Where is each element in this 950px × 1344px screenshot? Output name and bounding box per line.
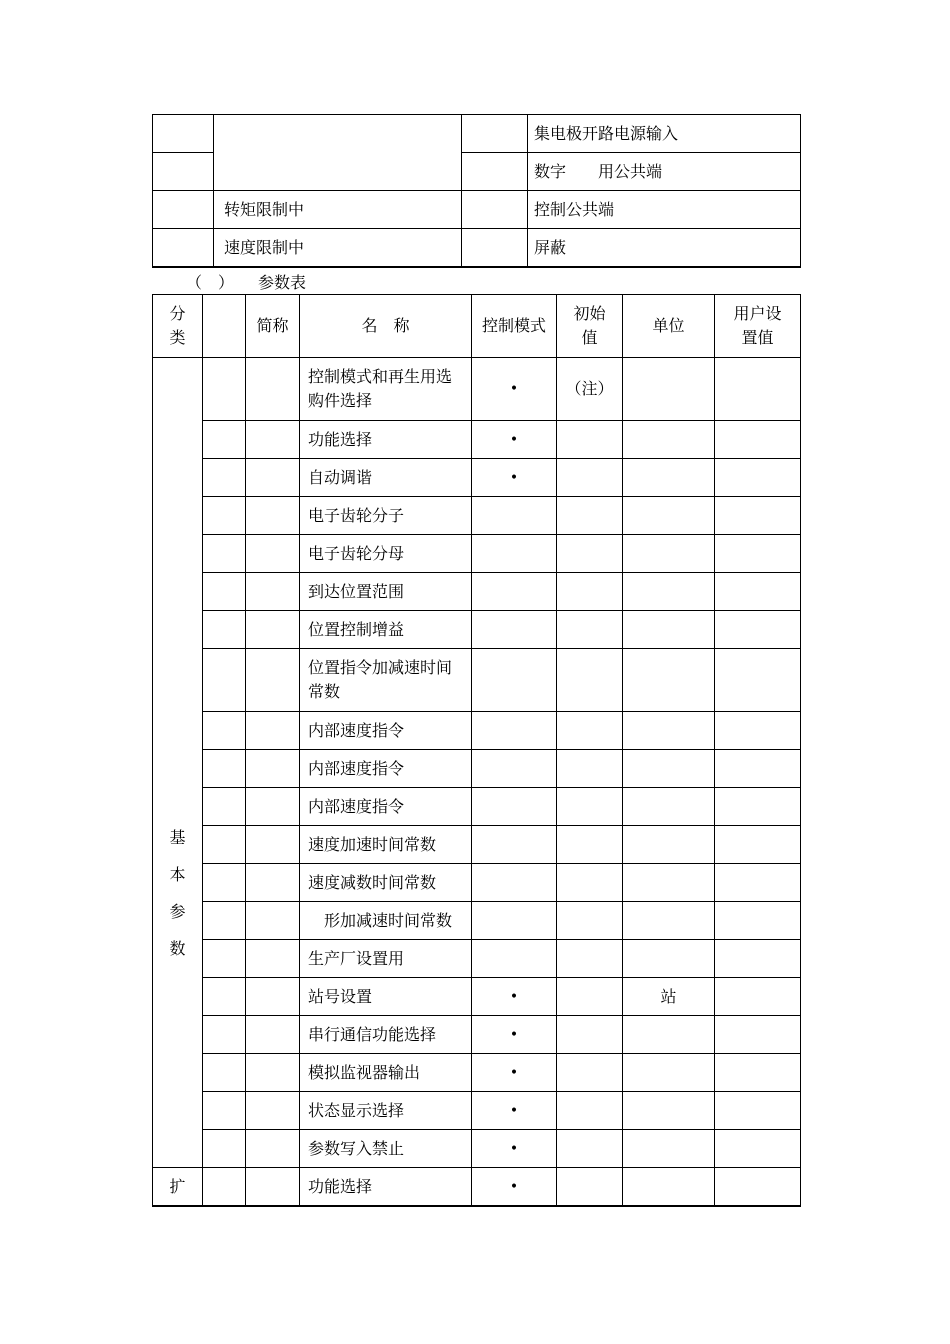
param-unit-cell xyxy=(623,712,715,750)
category-char: 本 xyxy=(169,864,186,884)
param-abbr-cell xyxy=(246,611,300,649)
param-unit-cell xyxy=(623,358,715,421)
param-unit-cell xyxy=(623,1130,715,1168)
table-row xyxy=(153,611,801,649)
param-mode-cell: • xyxy=(472,421,557,459)
param-name-cell: 状态显示选择 xyxy=(300,1092,472,1130)
param-user-cell xyxy=(715,940,801,978)
table-row xyxy=(153,229,801,268)
param-name-cell: 内部速度指令 xyxy=(300,712,472,750)
param-initial-cell xyxy=(557,826,623,864)
parameter-table xyxy=(152,294,801,1207)
header-user-setting: 用户设 置值 xyxy=(715,295,801,358)
param-no-cell xyxy=(203,902,246,940)
param-initial-cell xyxy=(557,750,623,788)
table-row xyxy=(153,573,801,611)
table-row xyxy=(153,191,801,229)
param-no-cell xyxy=(203,459,246,497)
param-abbr-cell xyxy=(246,1054,300,1092)
param-no-cell xyxy=(203,750,246,788)
param-name-cell: 电子齿轮分母 xyxy=(300,535,472,573)
param-user-cell xyxy=(715,535,801,573)
param-abbr-cell xyxy=(246,750,300,788)
table-row xyxy=(153,864,801,902)
table-row xyxy=(153,115,801,153)
param-abbr-cell xyxy=(246,1168,300,1207)
param-no-cell xyxy=(203,940,246,978)
category-basic-params xyxy=(153,358,203,1168)
category-char: 基 xyxy=(169,827,186,847)
param-unit-cell xyxy=(623,902,715,940)
param-user-cell xyxy=(715,497,801,535)
param-abbr-cell xyxy=(246,712,300,750)
param-unit-cell xyxy=(623,750,715,788)
param-unit-cell: 站 xyxy=(623,978,715,1016)
param-initial-cell xyxy=(557,978,623,1016)
param-initial-cell xyxy=(557,864,623,902)
param-no-cell xyxy=(203,535,246,573)
param-unit-cell xyxy=(623,535,715,573)
param-name-cell: 内部速度指令 xyxy=(300,788,472,826)
param-unit-cell xyxy=(623,1054,715,1092)
param-name-cell: 自动调谐 xyxy=(300,459,472,497)
param-mode-cell xyxy=(472,649,557,712)
param-mode-cell xyxy=(472,611,557,649)
param-mode-cell: • xyxy=(472,1130,557,1168)
param-unit-cell xyxy=(623,1092,715,1130)
table-cell xyxy=(153,115,214,153)
param-abbr-cell xyxy=(246,459,300,497)
param-abbr-cell xyxy=(246,1092,300,1130)
param-no-cell xyxy=(203,1016,246,1054)
param-user-cell xyxy=(715,649,801,712)
param-unit-cell xyxy=(623,788,715,826)
param-mode-cell: • xyxy=(472,1054,557,1092)
param-mode-cell: • xyxy=(472,978,557,1016)
table-cell: 速度限制中 xyxy=(214,229,462,268)
param-user-cell xyxy=(715,1130,801,1168)
param-unit-cell xyxy=(623,573,715,611)
table-row xyxy=(153,826,801,864)
param-name-cell: 参数写入禁止 xyxy=(300,1130,472,1168)
param-unit-cell xyxy=(623,497,715,535)
param-abbr-cell xyxy=(246,864,300,902)
param-mode-cell xyxy=(472,864,557,902)
header-initial-value: 初始 值 xyxy=(557,295,623,358)
param-abbr-cell xyxy=(246,497,300,535)
param-name-cell: 位置指令加减速时间常数 xyxy=(300,649,472,712)
param-user-cell xyxy=(715,459,801,497)
table-body xyxy=(153,358,801,1207)
param-name-cell: 功能选择 xyxy=(300,1168,472,1207)
param-abbr-cell xyxy=(246,535,300,573)
param-user-cell xyxy=(715,750,801,788)
param-no-cell xyxy=(203,611,246,649)
param-user-cell xyxy=(715,611,801,649)
param-abbr-cell xyxy=(246,421,300,459)
param-mode-cell xyxy=(472,497,557,535)
param-name-cell: 内部速度指令 xyxy=(300,750,472,788)
table-row xyxy=(153,788,801,826)
header-category: 分 类 xyxy=(153,295,203,358)
param-no-cell xyxy=(203,421,246,459)
param-name-cell: 电子齿轮分子 xyxy=(300,497,472,535)
param-user-cell xyxy=(715,421,801,459)
param-user-cell xyxy=(715,978,801,1016)
table-cell xyxy=(153,229,214,268)
param-abbr-cell xyxy=(246,978,300,1016)
table-row xyxy=(153,649,801,712)
param-name-cell: 生产厂设置用 xyxy=(300,940,472,978)
table-cell xyxy=(462,191,528,229)
param-initial-cell xyxy=(557,573,623,611)
param-initial-cell xyxy=(557,1130,623,1168)
table-row xyxy=(153,1016,801,1054)
param-user-cell xyxy=(715,902,801,940)
category-char: 参 xyxy=(169,901,186,921)
param-name-cell: 位置控制增益 xyxy=(300,611,472,649)
table-row xyxy=(153,902,801,940)
param-name-cell: 到达位置范围 xyxy=(300,573,472,611)
param-mode-cell xyxy=(472,788,557,826)
table-header-row xyxy=(153,295,801,358)
table-row xyxy=(153,750,801,788)
table-row xyxy=(153,712,801,750)
param-user-cell xyxy=(715,573,801,611)
param-name-cell: 串行通信功能选择 xyxy=(300,1016,472,1054)
param-no-cell xyxy=(203,864,246,902)
table-cell xyxy=(153,191,214,229)
table-caption: （ ） 参数表 xyxy=(186,273,307,292)
param-abbr-cell xyxy=(246,358,300,421)
param-mode-cell: • xyxy=(472,1092,557,1130)
param-mode-cell xyxy=(472,712,557,750)
param-abbr-cell xyxy=(246,649,300,712)
param-unit-cell xyxy=(623,649,715,712)
param-abbr-cell xyxy=(246,940,300,978)
param-initial-cell xyxy=(557,649,623,712)
table-row xyxy=(153,1054,801,1092)
param-mode-cell xyxy=(472,535,557,573)
param-unit-cell xyxy=(623,826,715,864)
table-cell: 屏蔽 xyxy=(528,229,801,268)
param-mode-cell xyxy=(472,902,557,940)
header-control-mode: 控制模式 xyxy=(472,295,557,358)
table-cell: 数字 用公共端 xyxy=(528,153,801,191)
table-row xyxy=(153,1168,801,1207)
param-name-cell: 形加减速时间常数 xyxy=(300,902,472,940)
param-abbr-cell xyxy=(246,902,300,940)
param-unit-cell xyxy=(623,1168,715,1207)
param-mode-cell xyxy=(472,750,557,788)
param-name-cell: 模拟监视器输出 xyxy=(300,1054,472,1092)
param-unit-cell xyxy=(623,940,715,978)
param-no-cell xyxy=(203,1168,246,1207)
param-initial-cell xyxy=(557,421,623,459)
param-initial-cell xyxy=(557,1092,623,1130)
param-no-cell xyxy=(203,573,246,611)
header-abbr: 简称 xyxy=(246,295,300,358)
header-no xyxy=(203,295,246,358)
param-name-cell: 站号设置 xyxy=(300,978,472,1016)
table-cell xyxy=(153,153,214,191)
param-mode-cell: • xyxy=(472,358,557,421)
table-row xyxy=(153,535,801,573)
param-user-cell xyxy=(715,712,801,750)
param-initial-cell xyxy=(557,940,623,978)
param-no-cell xyxy=(203,1130,246,1168)
param-no-cell xyxy=(203,1054,246,1092)
param-initial-cell xyxy=(557,1016,623,1054)
param-initial-cell xyxy=(557,712,623,750)
table-cell xyxy=(214,115,462,191)
param-user-cell xyxy=(715,1016,801,1054)
table-row xyxy=(153,1092,801,1130)
param-initial-cell xyxy=(557,611,623,649)
category-extended-params: 扩 xyxy=(153,1168,203,1207)
param-unit-cell xyxy=(623,1016,715,1054)
param-mode-cell xyxy=(472,573,557,611)
header-name: 名 称 xyxy=(300,295,472,358)
param-unit-cell xyxy=(623,459,715,497)
table-row xyxy=(153,358,801,421)
table-cell: 转矩限制中 xyxy=(214,191,462,229)
table-row xyxy=(153,1130,801,1168)
param-no-cell xyxy=(203,1092,246,1130)
param-user-cell xyxy=(715,864,801,902)
category-char: 数 xyxy=(169,938,186,958)
param-name-cell: 速度减数时间常数 xyxy=(300,864,472,902)
param-user-cell xyxy=(715,826,801,864)
param-abbr-cell xyxy=(246,826,300,864)
param-initial-cell xyxy=(557,535,623,573)
table-cell: 控制公共端 xyxy=(528,191,801,229)
header-unit: 单位 xyxy=(623,295,715,358)
param-initial-cell xyxy=(557,902,623,940)
param-initial-cell: （注） xyxy=(557,358,623,421)
param-no-cell xyxy=(203,978,246,1016)
table-row xyxy=(153,940,801,978)
param-user-cell xyxy=(715,1092,801,1130)
param-initial-cell xyxy=(557,497,623,535)
param-abbr-cell xyxy=(246,1016,300,1054)
param-mode-cell: • xyxy=(472,1168,557,1207)
table-row xyxy=(153,978,801,1016)
param-no-cell xyxy=(203,358,246,421)
param-initial-cell xyxy=(557,788,623,826)
param-name-cell: 控制模式和再生用选购件选择 xyxy=(300,358,472,421)
table-cell: 集电极开路电源输入 xyxy=(528,115,801,153)
param-user-cell xyxy=(715,358,801,421)
param-user-cell xyxy=(715,1054,801,1092)
param-abbr-cell xyxy=(246,1130,300,1168)
param-unit-cell xyxy=(623,611,715,649)
param-initial-cell xyxy=(557,1168,623,1207)
param-name-cell: 速度加速时间常数 xyxy=(300,826,472,864)
table-row xyxy=(153,421,801,459)
param-no-cell xyxy=(203,649,246,712)
param-no-cell xyxy=(203,712,246,750)
param-unit-cell xyxy=(623,421,715,459)
param-initial-cell xyxy=(557,459,623,497)
param-mode-cell: • xyxy=(472,459,557,497)
param-no-cell xyxy=(203,788,246,826)
param-abbr-cell xyxy=(246,788,300,826)
param-initial-cell xyxy=(557,1054,623,1092)
table-row xyxy=(153,497,801,535)
param-no-cell xyxy=(203,826,246,864)
param-no-cell xyxy=(203,497,246,535)
param-unit-cell xyxy=(623,864,715,902)
param-user-cell xyxy=(715,1168,801,1207)
param-mode-cell xyxy=(472,940,557,978)
table-cell xyxy=(462,229,528,268)
param-abbr-cell xyxy=(246,573,300,611)
param-user-cell xyxy=(715,788,801,826)
param-name-cell: 功能选择 xyxy=(300,421,472,459)
table-row xyxy=(153,459,801,497)
param-mode-cell: • xyxy=(472,1016,557,1054)
param-mode-cell xyxy=(472,826,557,864)
terminal-table xyxy=(152,114,801,268)
table-cell xyxy=(462,115,528,153)
table-cell xyxy=(462,153,528,191)
